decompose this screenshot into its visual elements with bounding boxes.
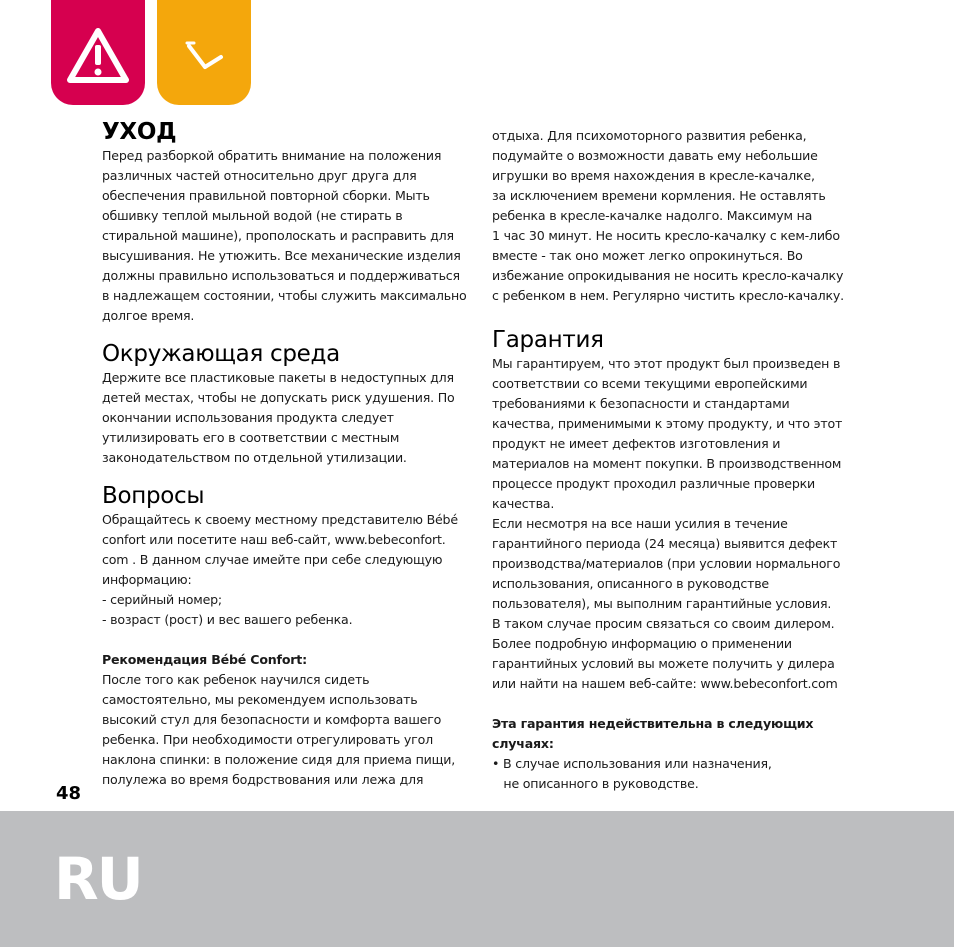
continuation-text — [492, 126, 864, 306]
environment-text — [102, 368, 474, 468]
warranty-line: качества, применимыми к этому продукту, и что этот — [492, 416, 843, 431]
warning-icon — [67, 28, 129, 84]
care-line: высушивания. Не утюжить. Все механические изделия — [102, 248, 461, 263]
environment-line: Держите все пластиковые пакеты в недоступных для — [102, 370, 454, 385]
questions-line: информацию: — [102, 572, 192, 587]
warranty-line: Если несмотря на все наши усилия в течение — [492, 516, 788, 531]
warning-tab — [51, 0, 145, 105]
care-title: УХОД — [102, 119, 177, 145]
questions-line: - серийный номер; — [102, 592, 222, 607]
care-line: в надлежащем состоянии, чтобы служить максимально — [102, 288, 467, 303]
recommendation-line: полулежа во время бодрствования или лежа для — [102, 772, 424, 787]
warranty-line: гарантийных условий вы можете получить у дилера — [492, 656, 835, 671]
continuation-line: вместе - так оно может легко опрокинуться. Во — [492, 248, 803, 263]
care-line: Перед разборкой обратить внимание на положения — [102, 148, 442, 163]
recommendation-line: самостоятельно, мы рекомендуем использовать — [102, 692, 418, 707]
invalid-warranty-list — [492, 754, 864, 794]
warranty-line: соответствии со всеми текущими европейскими — [492, 376, 808, 391]
continuation-line: отдыха. Для психомоторного развития ребенка, — [492, 128, 807, 143]
warranty-line: качества. — [492, 496, 555, 511]
questions-line: confort или посетите наш веб-сайт, www.bebeconfort. — [102, 532, 446, 547]
environment-line: детей местах, чтобы не допускать риск удушения. По — [102, 390, 455, 405]
care-line: различных частей относительно друг друга для — [102, 168, 417, 183]
recommendation-title: Рекомендация Bébé Confort: — [102, 652, 307, 667]
continuation-line: с ребенком в нем. Регулярно чистить кресло-качалку. — [492, 288, 844, 303]
warranty-line: материалов на момент покупки. В производственном — [492, 456, 842, 471]
right-column — [492, 126, 864, 794]
questions-title: Вопросы — [102, 483, 205, 509]
continuation-line: 1 час 30 минут. Не носить кресло-качалку с кем-либо — [492, 228, 840, 243]
environment-title: Окружающая среда — [102, 341, 340, 367]
recommendation-line: высокий стул для безопасности и комфорта вашего — [102, 712, 442, 727]
warranty-line: требованиями к безопасности и стандартами — [492, 396, 790, 411]
continuation-line: избежание опрокидывания не носить кресло-качалку — [492, 268, 844, 283]
care-text — [102, 146, 474, 326]
care-line: обеспечения правильной повторной сборки. Мыть — [102, 188, 430, 203]
warranty-line: Мы гарантируем, что этот продукт был произведен в — [492, 356, 841, 371]
warranty-title: Гарантия — [492, 327, 604, 353]
footer-band — [0, 811, 954, 947]
recommendation-line: После того как ребенок научился сидеть — [102, 672, 370, 687]
care-line: долгое время. — [102, 308, 195, 323]
invalid-title-line: Эта гарантия недействительна в следующих — [492, 716, 814, 731]
warranty-line: процессе продукт проходил различные проверки — [492, 476, 816, 491]
warranty-line: производства/материалов (при условии нормального — [492, 556, 841, 571]
questions-line: Обращайтесь к своему местному представителю Bébé — [102, 512, 458, 527]
language-code: RU — [54, 845, 142, 913]
environment-line: утилизировать его в соответствии с местным — [102, 430, 400, 445]
recommendation-line: ребенка. При необходимости отрегулировать угол — [102, 732, 433, 747]
continuation-line: подумайте о возможности давать ему небольшие — [492, 148, 818, 163]
environment-line: окончании использования продукта следует — [102, 410, 394, 425]
warranty-line: или найти на нашем веб-сайте: www.bebeconfort.com — [492, 676, 838, 691]
recommendation-line: наклона спинки: в положение сидя для приема пищи, — [102, 752, 456, 767]
continuation-line: ребенка в кресле-качалке надолго. Максимум на — [492, 208, 813, 223]
care-line: обшивку теплой мыльной водой (не стирать в — [102, 208, 403, 223]
invalid-title-line: случаях: — [492, 736, 554, 751]
warranty-line: использования, описанного в руководстве — [492, 576, 769, 591]
tool-icon — [185, 40, 225, 74]
left-column — [102, 118, 474, 790]
questions-line: - возраст (рост) и вес вашего ребенка. — [102, 612, 353, 627]
recommendation-text — [102, 670, 474, 790]
warranty-line: гарантийного периода (24 месяца) выявится дефект — [492, 536, 838, 551]
care-line: стиральной машине), прополоскать и расправить для — [102, 228, 454, 243]
list-item: • В случае использования или назначения, — [492, 756, 772, 771]
care-line: должны правильно использоваться и поддерживаться — [102, 268, 460, 283]
list-item: не описанного в руководстве. — [492, 776, 699, 791]
invalid-warranty-title — [492, 714, 864, 754]
warranty-line: продукт не имеет дефектов изготовления и — [492, 436, 781, 451]
continuation-line: за исключением времени кормления. Не оставлять — [492, 188, 826, 203]
tool-tab — [157, 0, 251, 105]
questions-text — [102, 510, 474, 630]
warranty-line: Более подробную информацию о применении — [492, 636, 792, 651]
warranty-line: пользователя), мы выполним гарантийные условия. — [492, 596, 832, 611]
questions-line: com . В данном случае имейте при себе следующую — [102, 552, 443, 567]
continuation-line: игрушки во время нахождения в кресле-качалке, — [492, 168, 815, 183]
warranty-text — [492, 354, 864, 694]
environment-line: законодательством по отдельной утилизации. — [102, 450, 407, 465]
warranty-line: В таком случае просим связаться со своим дилером. — [492, 616, 835, 631]
page-number: 48 — [56, 783, 82, 804]
